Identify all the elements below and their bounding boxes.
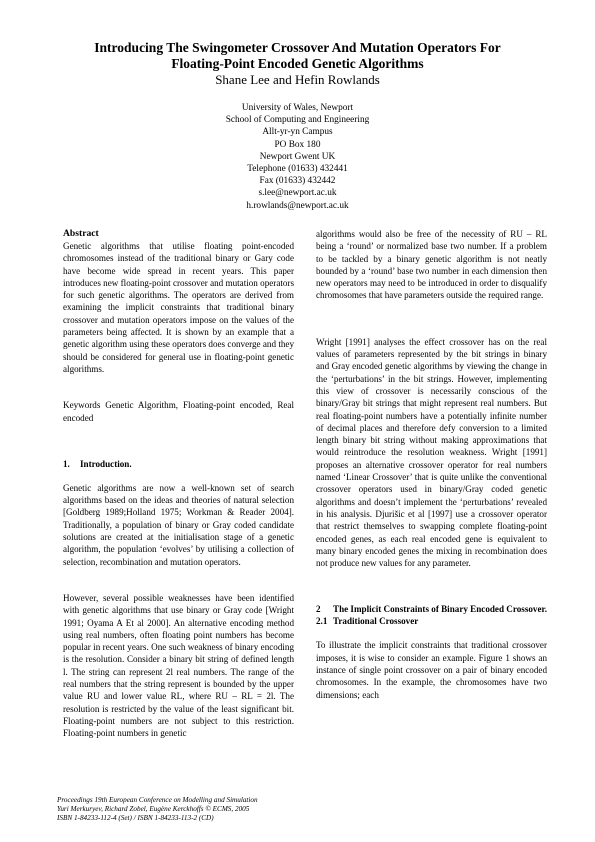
affiliation-block: [160, 102, 435, 212]
keywords: Keywords Genetic Algorithm, Floating-point encoded, Real encoded: [63, 400, 294, 423]
paper-title: [60, 40, 535, 72]
affiliation-campus: Allt-yr-yn Campus: [262, 127, 333, 138]
affiliation-fax: Fax (01633) 432442: [259, 176, 336, 187]
intro-paragraph-1: Genetic algorithms are now a well-known set of search algorithms based on the ideas and theories of natural selection [Goldberg 1989;Holland 1975; Workman & Reader 2004]. Traditionally, a population of binary or Gray coded candidate solutions are created at the initialisation stage of a genetic algorithm, the population ‘evolves’ by utilising a collection of selection, recombination and mutation operators.: [63, 482, 294, 567]
section-2-heading: [316, 603, 547, 615]
affiliation-telephone: Telephone (01633) 432441: [247, 164, 348, 175]
left-column: [63, 228, 294, 740]
section-2-1-number: 2.1: [316, 616, 328, 627]
section-2-1-title: Traditional Crossover: [333, 616, 419, 627]
abstract-heading: Abstract: [63, 228, 99, 239]
affiliation-pobox: PO Box 180: [274, 139, 321, 150]
proceedings-footer: [57, 796, 357, 823]
section-1-heading: [63, 458, 294, 470]
affiliation-email-2: h.rowlands@newport.ac.uk: [246, 200, 349, 211]
footer-line-3: ISBN 1-84233-112-4 (Set) / ISBN 1-84233-113-2 (CD): [57, 814, 214, 822]
right-column: [316, 228, 547, 701]
section-2-1-heading: [316, 615, 547, 627]
footer-line-1: Proceedings 19th European Conference on Modelling and Simulation: [57, 796, 258, 804]
right-paragraph-2: Wright [1991] analyses the effect crossover has on the real values of parameters represented by the bit strings in binary and Gray encoded genetic algorithms by viewing the change in the ‘perturbations’ in the bit strings. However, implementing this view of crossover is necessarily conscious of the binary/Gray bit strings that might represent real numbers. But real floating-point numbers have a potentially infinite number of decimal places and therefore defy conversion to a limited length binary bit string without making approximations that would reintroduce the resolution weakness. Wright [1991] proposes an alternative crossover operator for real numbers named ‘Linear Crossover’ that is quite unlike the conventional crossover operators used in binary/Gray coded genetic algorithms and doesn’t implement the ‘perturbations’ revealed in his analysis. Djurišic et al [1997] use a crossover operator that restrict themselves to swapping complete floating-point encoded genes, as each real encoded gene is equivalent to many binary encoded genes the mixing in recombination does not produce new values for any parameter.: [316, 336, 547, 569]
section-2-title: The Implicit Constraints of Binary Encoded Crossover.: [333, 604, 547, 615]
authors: Shane Lee and Hefin Rowlands: [215, 72, 380, 87]
footer-line-2: Yuri Merkuryev, Richard Zobel, Eugène Kerckhoffs © ECMS, 2005: [57, 805, 250, 813]
affiliation-school: School of Computing and Engineering: [225, 115, 370, 126]
section-1-title: Introduction.: [80, 458, 132, 469]
title-line-2: Floating-Point Encoded Genetic Algorithms: [171, 56, 424, 71]
affiliation-email-1: s.lee@newport.ac.uk: [258, 188, 337, 199]
section-2-number: 2: [316, 604, 321, 615]
affiliation-university: University of Wales, Newport: [241, 103, 354, 113]
affiliation-city: Newport Gwent UK: [259, 151, 336, 162]
title-line-1: Introducing The Swingometer Crossover And Mutation Operators For: [94, 40, 501, 55]
right-paragraph-3: To illustrate the implicit constraints that traditional crossover imposes, it is wise to consider an example. Figure 1 shows an instance of single point crossover on a pair of binary encoded chromosomes. In the example, the chromosomes have two dimensions; each: [316, 640, 547, 700]
abstract-text: Genetic algorithms that utilise floating point-encoded chromosomes instead of the traditional binary or Gary code have become wide spread in recent years. This paper introduces new floating-point crossover and mutation operators for such genetic algorithms. The operators are derived from examining the implicit constraints that traditional binary crossover and mutation operators impose on the values of the parameters being affected. It is shown by an example that a genetic algorithm using these operators does converge and they should be considered for general use in floating-point genetic algorithms.: [63, 241, 294, 374]
right-paragraph-1: algorithms would also be free of the necessity of RU – RL being a ‘round’ or normalized base two number. If a problem to be tackled by a binary genetic algorithm is not neatly bounded by a ‘round’ base two number in each dimension then new operators may need to be introduced in order to disqualify chromosomes that have parameters outside the required range.: [316, 229, 547, 301]
section-1-number: 1.: [63, 458, 70, 469]
intro-paragraph-2: However, several possible weaknesses have been identified with genetic algorithms that use binary or Gray code [Wright 1991; Oyama A Et al 2000]. An alternative encoding method using real numbers, often floating point numbers has become popular in recent years. One such weakness of binary encoding is the resolution. Consider a binary bit string of defined length l. The string can represent 2l real numbers. The range of the real numbers that the string represent is bounded by the upper value RU and lower value RL, where RU – RL = 2l. The resolution is restricted by the value of the least significant bit. Floating-point numbers are not subject to this restriction. Floating-point numbers in genetic: [63, 592, 294, 739]
